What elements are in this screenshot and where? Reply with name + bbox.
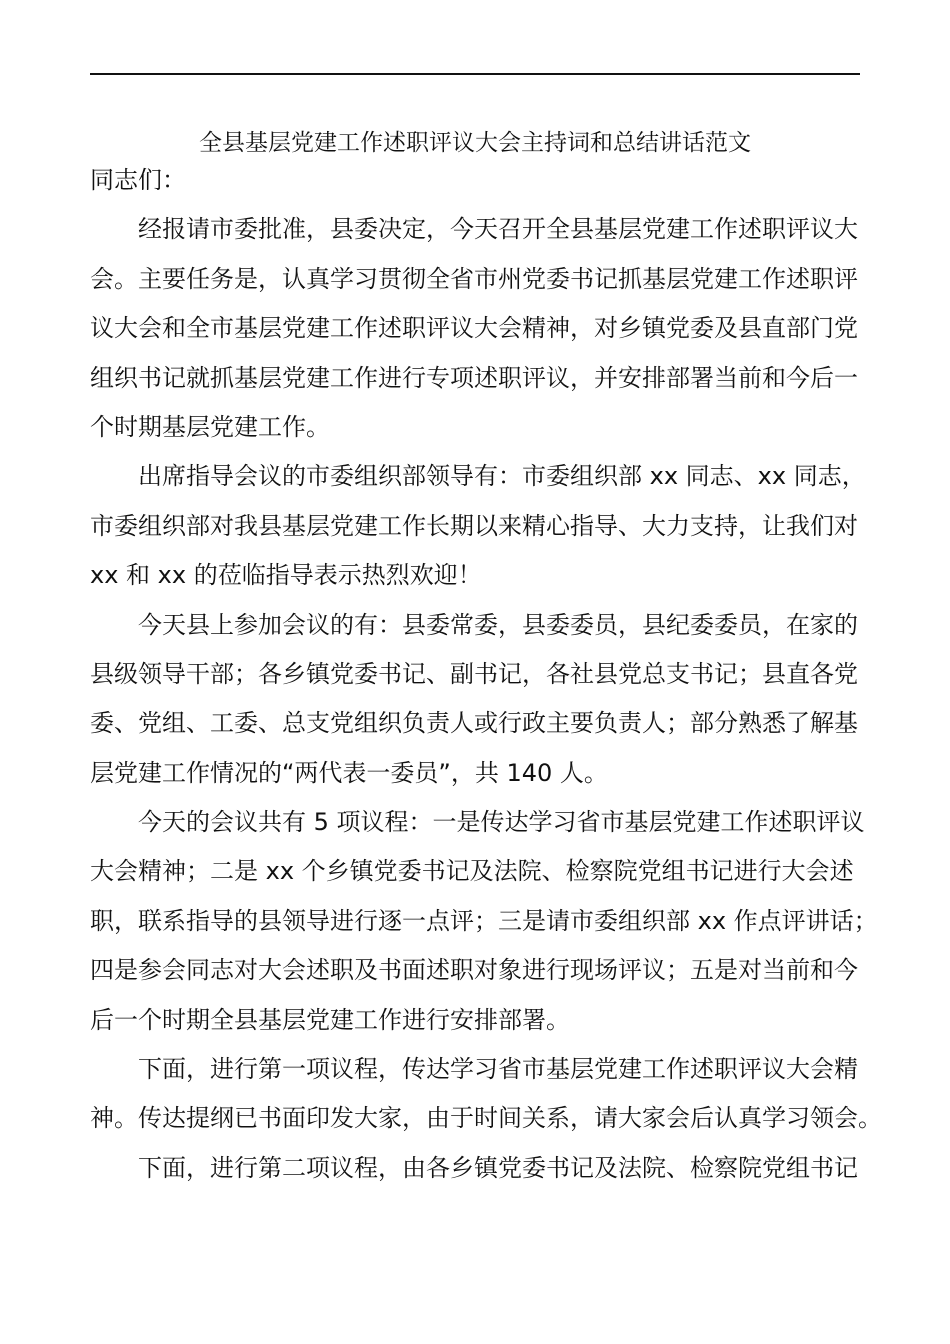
text-line: 委、党组、工委、总支党组织负责人或行政主要负责人；部分熟悉了解基 bbox=[90, 709, 858, 738]
text-line: 议大会和全市基层党建工作述职评议大会精神，对乡镇党委及县直部门党 bbox=[90, 314, 858, 343]
text-line: 职，联系指导的县领导进行逐一点评；三是请市委组织部 xx 作点评讲话； bbox=[90, 906, 878, 935]
text-line: 组织书记就抓基层党建工作进行专项述职评议，并安排部署当前和今后一 bbox=[90, 363, 858, 392]
document-title: 全县基层党建工作述职评议大会主持词和总结讲话范文 bbox=[199, 130, 751, 156]
text-line: 大会精神；二是 xx 个乡镇党委书记及法院、检察院党组书记进行大会述 bbox=[90, 857, 854, 886]
text-line: 个时期基层党建工作。 bbox=[90, 412, 330, 441]
text-line: 经报请市委批准，县委决定，今天召开全县基层党建工作述职评议大 bbox=[138, 215, 858, 244]
text-line: 四是参会同志对大会述职及书面述职对象进行现场评议；五是对当前和今 bbox=[90, 956, 858, 985]
text-line: 今天的会议共有 5 项议程：一是传达学习省市基层党建工作述职评议 bbox=[138, 808, 865, 837]
text-line: 会。主要任务是，认真学习贯彻全省市州党委书记抓基层党建工作述职评 bbox=[90, 264, 858, 293]
text-line: 同志们： bbox=[90, 166, 186, 194]
text-line: 下面，进行第二项议程，由各乡镇党委书记及法院、检察院党组书记 bbox=[138, 1153, 858, 1182]
document-body bbox=[90, 156, 882, 1193]
text-line: 市委组织部对我县基层党建工作长期以来精心指导、大力支持，让我们对 bbox=[90, 511, 858, 540]
text-line: 县级领导干部；各乡镇党委书记、副书记，各社县党总支书记；县直各党 bbox=[90, 659, 858, 688]
text-line: 今天县上参加会议的有：县委常委，县委委员，县纪委委员，在家的 bbox=[138, 610, 858, 639]
text-line: 神。传达提纲已书面印发大家，由于时间关系，请大家会后认真学习领会。 bbox=[90, 1104, 882, 1133]
text-line: 后一个时期全县基层党建工作进行安排部署。 bbox=[90, 1005, 570, 1034]
text-line: 下面，进行第一项议程，传达学习省市基层党建工作述职评议大会精 bbox=[138, 1055, 858, 1084]
header-rule bbox=[90, 73, 860, 75]
text-line: 层党建工作情况的“两代表一委员”，共 140 人。 bbox=[90, 758, 608, 787]
text-line: xx 和 xx 的莅临指导表示热烈欢迎！ bbox=[90, 561, 482, 590]
text-line: 出席指导会议的市委组织部领导有：市委组织部 xx 同志、xx 同志， bbox=[138, 462, 866, 491]
